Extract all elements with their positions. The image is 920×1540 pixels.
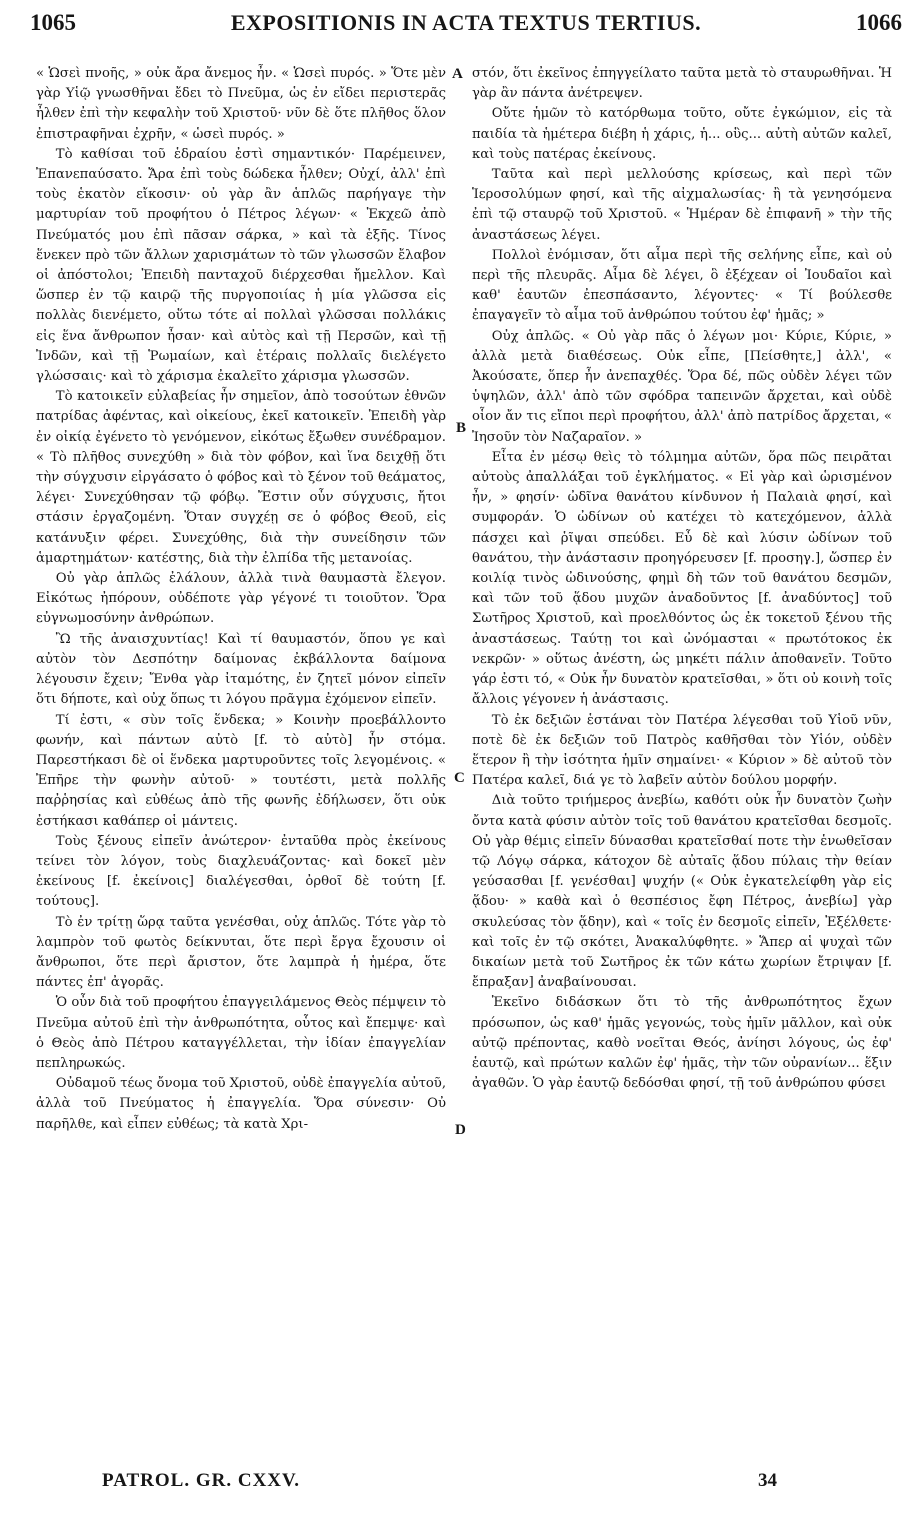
printer-signature: PATROL. GR. CXXV.	[102, 1470, 301, 1491]
right-paragraph-6: Εἶτα ἐν μέσῳ θεὶς τὸ τόλμημα αὐτῶν, ὅρα πῶς πειρᾶται αὐτοὺς ἀπαλλάξαι τοῦ ἐγκλήματος. « Εἰ γὰρ καὶ ὡρισμένον ἦν, » φησίν· ὠδῖνα θανάτου κίνδυνον ἡ Παλαιὰ φησί, καὶ συμφοράν. Ὁ ὠδίνων οὐ κατέχει τὸ κατεχόμενον, ἀλλὰ πάσχει καὶ ῥῖψαι σπεύδει. Εὖ δὲ καὶ λύσιν ὠδίνων τοῦ θανάτου, τὴν ἀνάστασιν προηγόρευσεν [f. προσηγ.], ὥσπερ ἐν κοιλίᾳ τινὸς ὠδινούσης, φημὶ δὴ τῶν τοῦ θανάτου δεσμῶν, καὶ τῶν τοῦ ᾅδου μυχῶν ἀναδοῦντος [f. ἀναδύντος] τοῦ Σωτῆρος Χριστοῦ, καὶ προελθόντος ὡς ἐκ τοκετοῦ ξένου τῆς ἀναστάσεως. Ταύτῃ τοι καὶ ὠνόμασται « πρωτότοκος ἐκ νεκρῶν· » οὕτως ἀνέστη, ὡς μηκέτι πάλιν ἀποθανεῖν. Τοῦτο γάρ ἐστι τό, « Οὐκ ἦν δυνατὸν κρατεῖσθαι, » ὅτι οὐ κοινὴ τοῖς ἄλλοις γέγονεν ἡ ἀνάστασις.	[472, 449, 892, 708]
right-paragraph-8: Διὰ τοῦτο τριήμερος ἀνεβίω, καθότι οὐκ ἦν δυνατὸν ζωὴν ὄντα κατὰ φύσιν αὐτὸν τοῖς τοῦ θανάτου κρατεῖσθαι δεσμοῖς. Οὐ γὰρ θέμις εἰπεῖν δύνασθαι κρατεῖσθαί ποτε τὴν ἑνωθεῖσαν τῷ Λόγῳ σάρκα, κάτοχον δὲ αὐταῖς ᾅδου πύλαις τὴν θείαν γεύσασθαι [f. γενέσθαι] ψυχήν (« Οὐκ ἐγκατελείφθη γὰρ εἰς ᾅδου· » καθὰ καὶ ὁ θεσπέσιος ἔφη Πέτρος, ἀνεβίω] γὰρ σκυλεύσας τὸν ᾅδην), καὶ « τοῖς ἐν δεσμοῖς εἰπεῖν, Ἐξέλθετε· καὶ τοῖς ἐν τῷ σκότει, Ἀνακαλύφθητε. » Ἅπερ αἱ ψυχαὶ τῶν δικαίων μετὰ τοῦ Σωτῆρος ἐκ τῶν κάτω χωρίων ἔτριψαν [f. ἔπραξαν] ἀναβαίνουσαι.	[472, 793, 892, 991]
left-paragraph-3: Τὸ κατοικεῖν εὐλαβείας ἦν σημεῖον, ἀπὸ τοσούτων ἐθνῶν πατρίδας ἀφέντας, καὶ οἰκείους, ἐκεῖ κατοικεῖν. Ἐπειδὴ γὰρ ἐν οἰκίᾳ ἐγένετο τὸ γενόμενον, εἰκότως ἔξωθεν συνέδραμον. « Τὸ πλῆθος συνεχύθη » διὰ τὸν φόβον, καὶ ἵνα δειχθῇ ὅτι τὴν σύγχυσιν εἰργάσατο ὁ φόβος καὶ τὸ ξένον τοῦ θεάματος, λέγει· Συνεχύθησαν τῷ φόβῳ. Ἔστιν οὖν σύγχυσις, ἤτοι στάσιν ἐργαζομένη. Ὅταν συγχέῃ σε ὁ φόβος Θεοῦ, εἰς κατάνυξιν φέρει. Συνεχύθης, διὰ τὴν συνείδησιν τῶν ἁμαρτημάτων· κατέστης, διὰ τὴν ἐλπίδα τῆς μετανοίας.	[36, 389, 446, 566]
sheet-number: 34	[758, 1470, 777, 1491]
right-page-number: 1066	[856, 10, 902, 35]
right-paragraph-5: Οὐχ ἁπλῶς. « Οὐ γὰρ πᾶς ὁ λέγων μοι· Κύριε, Κύριε, » ἀλλὰ μετὰ διαθέσεως. Οὐκ εἶπε, [Πείσθητε,] ἀλλ', « Ἀκούσατε, ὅπερ ἦν ἀνεπαχθές. Ὅρα δέ, πῶς οὐδὲν λέγει τῶν ὑψηλῶν, ἀλλ' ἀπὸ τῶν σφόδρα ταπεινῶν ἄρχεται, καὶ οὐδὲ οἷον ἄν τις εἴποι περὶ προφήτου, ἀλλ' ἀπὸ πατρίδος ἄρχεται, « Ἰησοῦν τὸν Ναζαραῖον. »	[472, 328, 892, 445]
right-paragraph-2: Οὔτε ἡμῶν τὸ κατόρθωμα τοῦτο, οὔτε ἐγκώμιον, εἰς τὰ παιδία τὰ ἡμέτερα διέβη ἡ χάρις, ἡ... οὓς... αὐτὴ αὐτῶν καλεῖ, καὶ τοὺς πατέρας ἐκείνους.	[472, 106, 892, 162]
left-paragraph-4: Οὐ γὰρ ἁπλῶς ἐλάλουν, ἀλλὰ τινὰ θαυμαστὰ ἔλεγον. Εἰκότως ἠπόρουν, οὐδέποτε γὰρ γέγονέ τι τοιοῦτον. Ὅρα εὐγνωμοσύνην ἀνθρώπων.	[36, 571, 446, 627]
running-title: EXPOSITIONIS IN ACTA TEXTUS TERTIUS.	[230, 10, 702, 35]
right-paragraph-3: Ταῦτα καὶ περὶ μελλούσης κρίσεως, καὶ περὶ τῶν Ἱεροσολύμων φησί, καὶ τῆς αἰχμαλωσίας· ἢ τὰ γενησόμενα ἐπὶ τῷ σταυρῷ τοῦ Χριστοῦ. « Ἡμέραν δὲ ἐπιφανῆ » τὴν τῆς ἀναστάσεως λέγει.	[472, 167, 892, 243]
left-paragraph-5: Ὢ τῆς ἀναισχυντίας! Καὶ τί θαυμαστόν, ὅπου γε καὶ αὐτὸν τὸν Δεσπότην δαίμονας ἐκβάλλοντα δαίμονα λέγουσιν ἔχειν; Ἔνθα γὰρ ἰταμότης, ἐν ζητεῖ μόνον εἰπεῖν ὅτι δήποτε, καὶ οὐχ ὅπως τι λόγου πρᾶγμα ἐχόμενον εἰπεῖν.	[36, 631, 446, 708]
left-page-number: 1065	[30, 10, 76, 35]
page-footer	[36, 1470, 902, 1500]
right-paragraph-7: Τὸ ἐκ δεξιῶν ἑστάναι τὸν Πατέρα λέγεσθαι τοῦ Υἱοῦ νῦν, ποτὲ δὲ ἐκ δεξιῶν τοῦ Πατρὸς καθῆσθαι τὸν Υἱόν, οὐδὲν ἕτερον ἢ τὴν ἰσότητα ἡμῖν σημαίνει· « Κύριον » δὲ αὐτοῦ τὸν Πατέρα καλεῖ, διά γε τὸ λαβεῖν αὐτὸν δούλου μορφήν.	[472, 712, 892, 789]
left-paragraph-6: Τί ἐστι, « σὺν τοῖς ἕνδεκα; » Κοινὴν προεβάλλοντο φωνήν, καὶ πάντων αὐτὸ [f. τὸ αὐτὸ] ἦν στόμα. Παρεστήκασι δὲ οἱ ἕνδεκα μαρτυροῦντες τοῖς λεγομένοις. « Ἐπῆρε τὴν φωνὴν αὐτοῦ· » τουτέστι, μετὰ πολλῆς παῤῥησίας καὶ εὐθέως ἀπὸ τῆς φωνῆς ἐδήλωσεν, ὅτι οὐκ ἐστήκασι καθάπερ οἱ μάντεις.	[36, 712, 446, 829]
left-paragraph-1: « Ὡσεὶ πνοῆς, » οὐκ ἄρα ἄνεμος ἦν. « Ὡσεὶ πυρός. » Ὅτε μὲν γὰρ Υἱῷ γνωσθῆναι ἔδει τὸ Πνεῦμα, ὡς ἐν εἴδει περιστερᾶς ἦλθεν ἐπὶ τὴν κεφαλὴν τοῦ Χριστοῦ· νῦν δὲ ὅτε πλῆθος ὅλον ἐπιστραφῆναι ἐχρῆν, « ὡσεὶ πυρός. »	[36, 66, 446, 142]
left-paragraph-10: Οὐδαμοῦ τέως ὄνομα τοῦ Χριστοῦ, οὐδὲ ἐπαγγελία αὐτοῦ, ἀλλὰ τοῦ Πνεύματος ἡ ἐπαγγελία. Ὅρα σύνεσιν· Οὐ παρῆλθε, καὶ εἶπεν εὐθέως; τὰ κατὰ Χρι-	[36, 1076, 446, 1132]
right-paragraph-1: στόν, ὅτι ἐκεῖνος ἐπηγγείλατο ταῦτα μετὰ τὸ σταυρωθῆναι. Ἡ γὰρ ἂν πάντα ἀνέτρεψεν.	[472, 66, 892, 102]
margin-letter-b: B	[456, 420, 467, 436]
right-paragraph-9: Ἐκεῖνο διδάσκων ὅτι τὸ τῆς ἀνθρωπότητος ἔχων πρόσωπον, ὡς καθ' ἡμᾶς γεγονώς, τοὺς ἡμῖν μᾶλλον, καὶ οὐκ αὐτῷ πρέποντας, καθὸ νοεῖται Θεός, ἀνίησι λόγους, ὡς ἐφ' ἑαυτῷ, καὶ πρώτων καλῶν ἐφ' ἡμᾶς, τὴν τῶν οὐρανίων... ἕξιν ἀγαθῶν. Ὁ γὰρ ἑαυτῷ δεδόσθαι φησί, τῇ τοῦ ἀνθρώπου φύσει	[472, 995, 892, 1092]
page-header	[30, 10, 902, 54]
right-paragraph-4: Πολλοὶ ἐνόμισαν, ὅτι αἷμα περὶ τῆς σελήνης εἶπε, καὶ οὐ περὶ τῆς πλευρᾶς. Αἷμα δὲ λέγει, ὃ ἐξέχεαν οἱ Ἰουδαῖοι καὶ καθ' ἑαυτῶν ἐπεσπάσαντο, λέγοντες· « Τί βούλεσθε ἐπαγαγεῖν τὸ αἷμα τοῦ ἀνθρώπου τούτου ἐφ' ἡμᾶς; »	[472, 247, 892, 324]
left-paragraph-9: Ὁ οὖν διὰ τοῦ προφήτου ἐπαγγειλάμενος Θεὸς πέμψειν τὸ Πνεῦμα αὐτοῦ ἐπὶ τὴν ἀνθρωπότητα, οὗτος καὶ ἔπεμψε· καὶ ὁ Θεὸς ἀπὸ Πέτρου καταγγέλλεται, τὴν ἰδίαν ἐπαγγελίαν πεπληρωκώς.	[36, 995, 446, 1071]
left-column	[36, 64, 446, 1459]
margin-letter-d: D	[455, 1122, 466, 1138]
margin-letter-c: C	[454, 770, 465, 786]
margin-letter-a: A	[452, 66, 463, 82]
left-paragraph-7: Τοὺς ξένους εἰπεῖν ἀνώτερον· ἐνταῦθα πρὸς ἐκείνους τείνει τὸν λόγον, τοὺς διαχλευάζοντας· καὶ δοκεῖ μὲν ἐκείνους [f. ἐκείνοις] διαλέγεσθαι, ὀρθοῖ δὲ τούτη [f. τούτους].	[36, 833, 446, 910]
right-column	[472, 64, 892, 1459]
left-paragraph-8: Τὸ ἐν τρίτῃ ὥρᾳ ταῦτα γενέσθαι, οὐχ ἁπλῶς. Τότε γὰρ τὸ λαμπρὸν τοῦ φωτὸς δείκνυται, ὅτε περὶ ἔργα ἔχουσιν οἱ ἄνθρωποι, ὅτε περὶ ἄριστον, ὅτε λαμπρὰ ἡ ἡμέρα, ὅτε πάντες ἐπ' ἀγορᾶς.	[36, 914, 446, 991]
left-paragraph-2: Τὸ καθίσαι τοῦ ἑδραίου ἐστὶ σημαντικόν· Παρέμεινεν, Ἐπανεπαύσατο. Ἄρα ἐπὶ τοὺς δώδεκα ἦλθεν; Οὐχί, ἀλλ' ἐπὶ τοὺς ἑκατὸν εἴκοσιν· οὐ γὰρ ἂν ἁπλῶς παρήγαγε τὴν μαρτυρίαν τοῦ προφήτου ὁ Πέτρος λέγων· « Ἐκχεῶ ἀπὸ Πνεύματός μου ἐπὶ πᾶσαν σάρκα, » καὶ τὰ ἑξῆς. Τίνος ἕνεκεν πρὸ τῶν ἄλλων χαρισμάτων τὸ τῶν γλωσσῶν ἔλαβον οἱ ἀπόστολοι; Ἐπειδὴ πανταχοῦ διέρχεσθαι ἤμελλον. Καὶ ὥσπερ ἐν τῷ καιρῷ τῆς πυργοποιίας ἡ μία γλῶσσα εἰς πολλὰς διενέμετο, οὕτω τότε αἱ πολλαὶ γλῶσσαι πολλάκις εἰς ἕνα ἄνθρωπον ἦσαν· καὶ αὐτὸς καὶ τῇ Περσῶν, καὶ τῇ Ἰνδῶν, καὶ τῇ Ῥωμαίων, καὶ ἑτέραις πολλαῖς διελέγετο γλώσσαις· καὶ τὸ χάρισμα ἐκαλεῖτο χάρισμα γλωσσῶν.	[36, 146, 446, 385]
